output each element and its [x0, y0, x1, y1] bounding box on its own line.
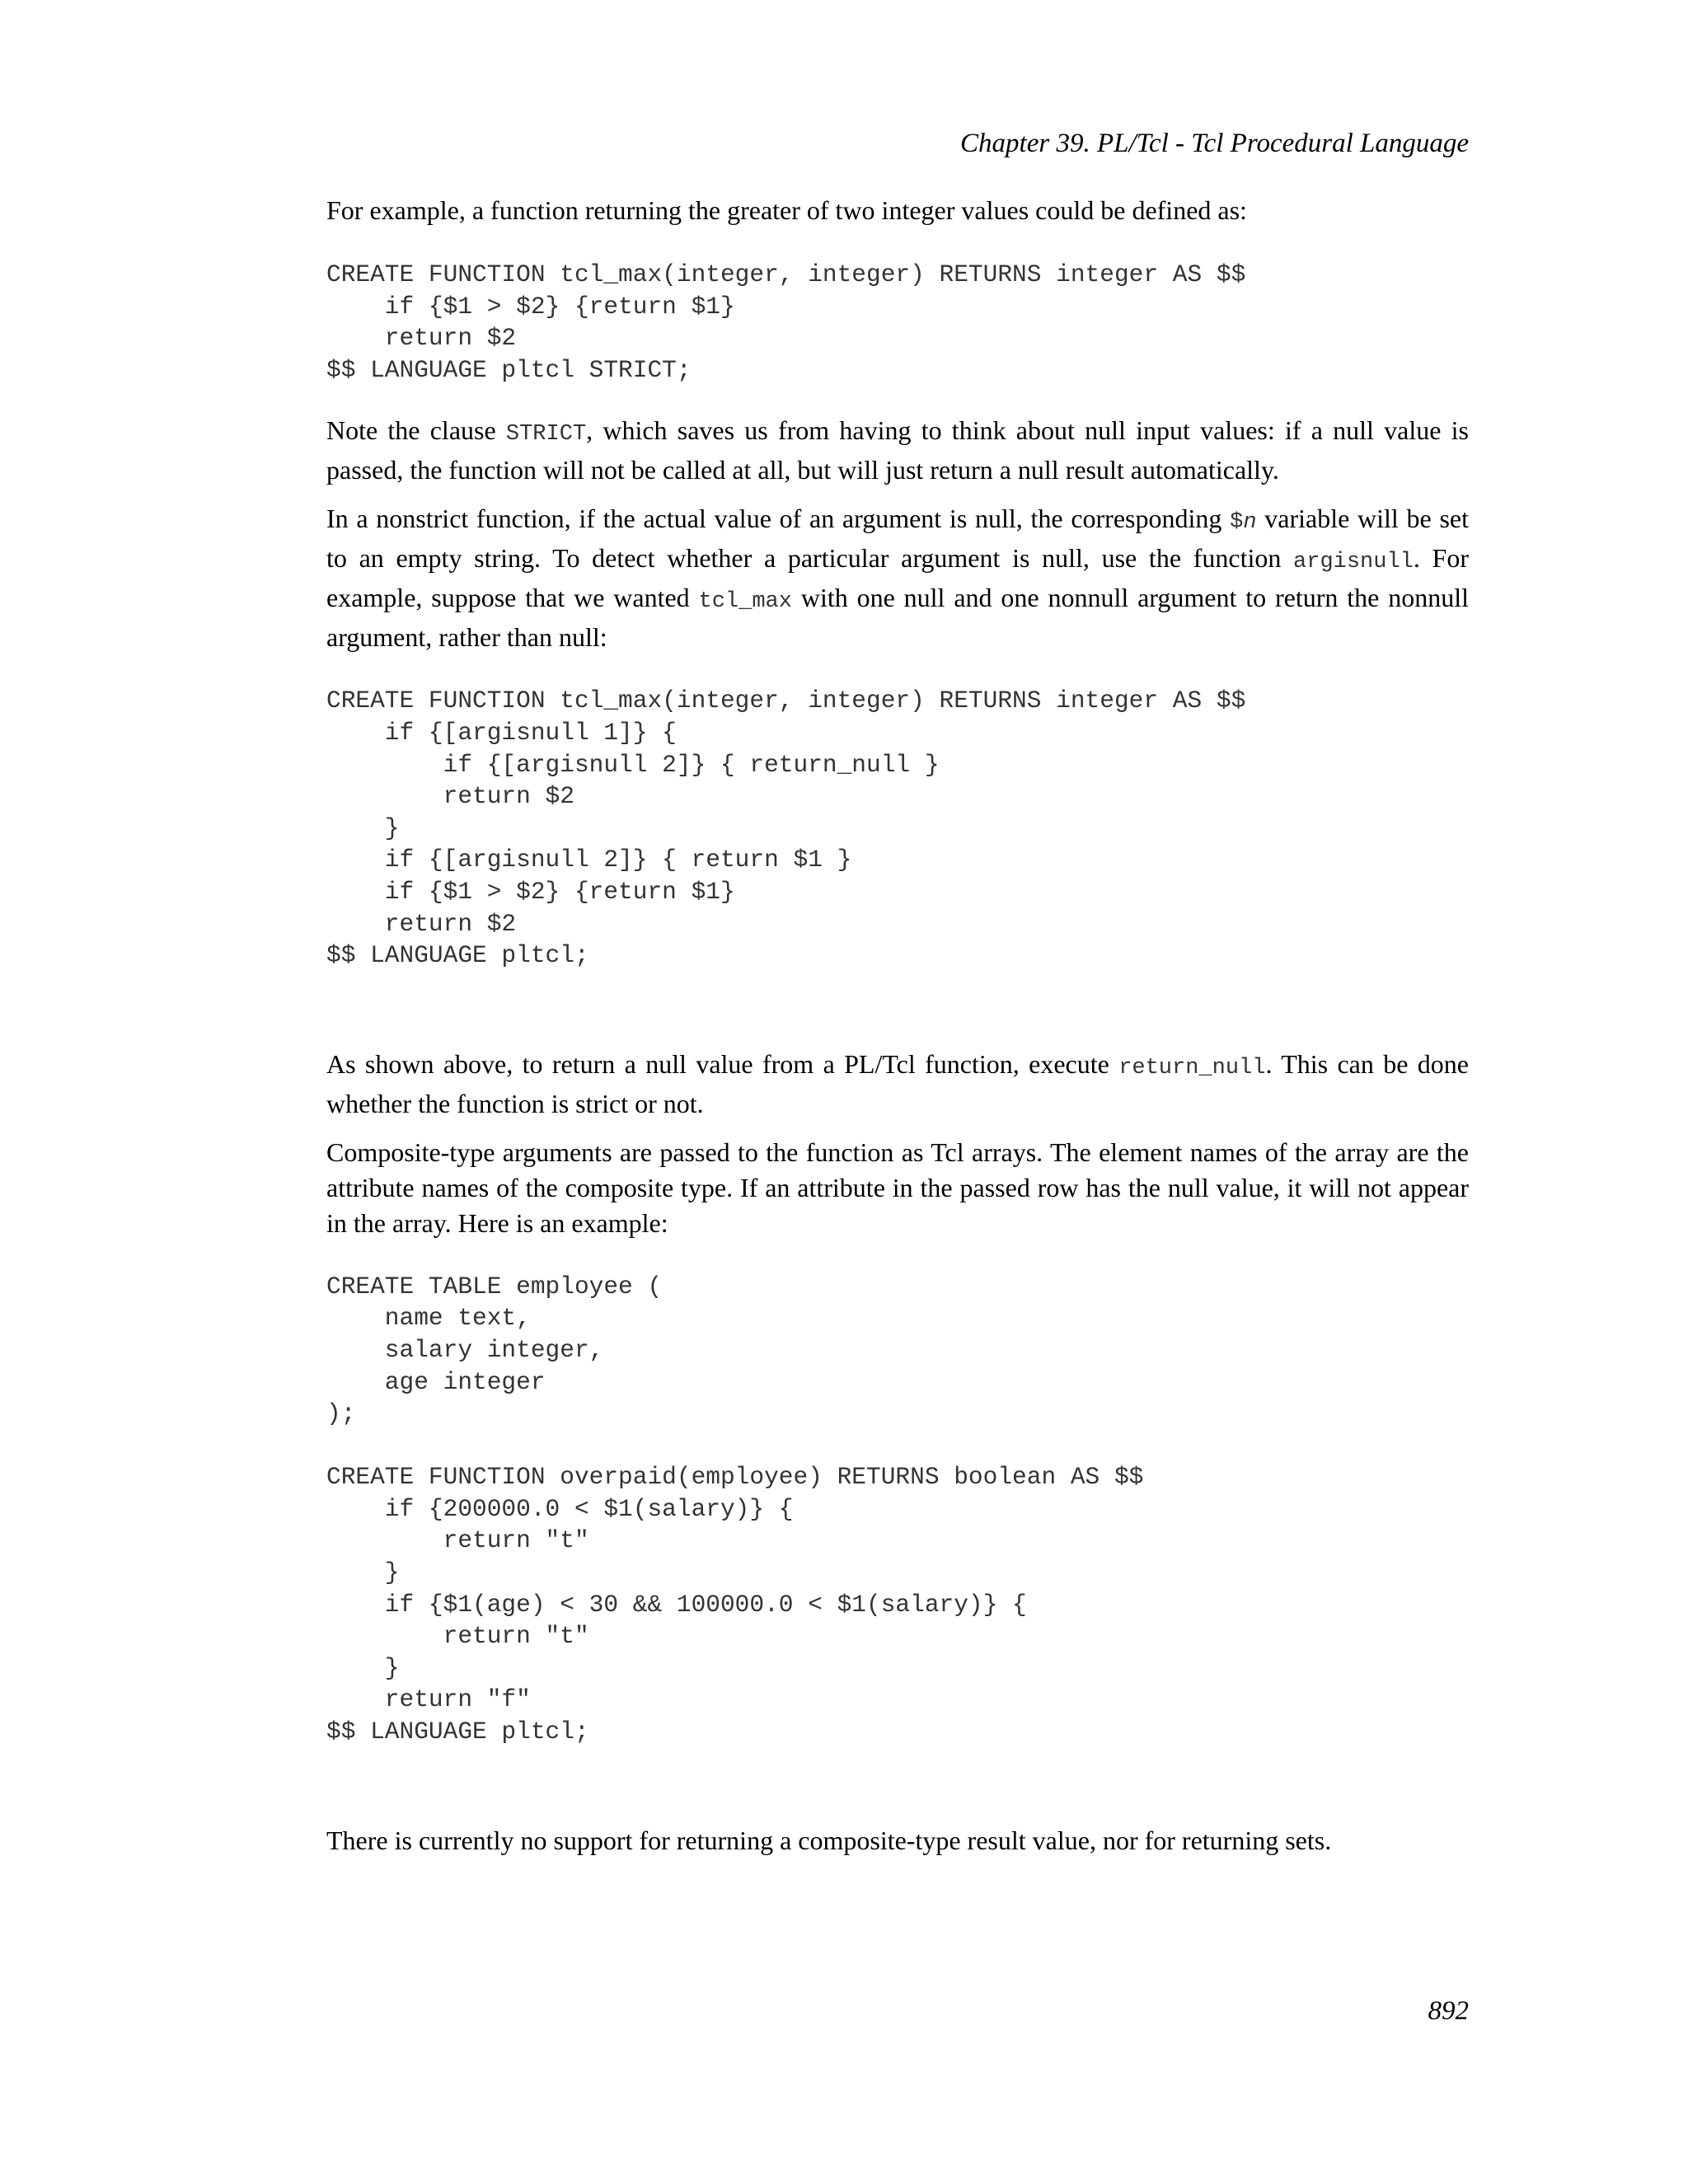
- paragraph-return-null: [326, 1047, 1469, 1122]
- inline-code-tcl-max: tcl_max: [698, 589, 792, 615]
- paragraph-strict-note: [326, 413, 1469, 488]
- paragraph-no-support: There is currently no support for returning a composite-type result value, nor for returning sets.: [326, 1825, 1332, 1855]
- inline-code-argisnull: argisnull: [1293, 550, 1414, 575]
- document-page: [326, 0, 1469, 2184]
- text-span: , which saves us from having to think about null input values: if a null value is passed, the function will not be called at all, but will just return a null result automatically.: [326, 415, 1470, 485]
- paragraph-nonstrict: [326, 501, 1469, 655]
- text-span: Note the clause: [326, 415, 506, 446]
- inline-code-strict: STRICT: [505, 422, 587, 448]
- inline-code-n: n: [1243, 510, 1257, 536]
- text-span: In a nonstrict function, if the actual value of an argument is null, the corresponding: [326, 504, 1231, 534]
- text-span: variable will be set to an empty string. To detect whether a particular argument is null, use the function: [326, 504, 1470, 574]
- inline-code-return-null: return_null: [1118, 1055, 1266, 1080]
- code-block-tcl-max-strict: CREATE FUNCTION tcl_max(integer, integer) RETURNS integer AS $$ if {$1 > $2} {return $1} return $2 $$ LANGUAGE pltcl STRICT;: [326, 260, 1246, 384]
- code-block-tcl-max-nonstrict: CREATE FUNCTION tcl_max(integer, integer) RETURNS integer AS $$ if {[argisnull 1]} { if {[argisnull 2]} { return_null } return $2 } if {[argisnull 2]} { return $1 } if {$1 > $2} {return $1} return $2 $$ LANGUAGE pltcl;: [326, 687, 1246, 970]
- paragraph-composite-args: Composite-type arguments are passed to the function as Tcl arrays. The element names of the array are the attribute names of the composite type. If an attribute in the passed row has the null value, it will not appear in the array. Here is an example:: [326, 1137, 1469, 1238]
- text-span: with one null and one nonnull argument to return the nonnull argument, rather than null:: [326, 583, 1470, 653]
- inline-code-dollar: $: [1230, 510, 1244, 536]
- code-block-employee-overpaid: CREATE TABLE employee ( name text, salary integer, age integer ); CREATE FUNCTION overpaid(employee) RETURNS boolean AS $$ if {200000.0 < $1(salary)} { return "t" } if {$1(age) < 30 && 100000.0 < $1(salary)} { return "t" } return "f" $$ LANGUAGE pltcl;: [326, 1272, 1144, 1746]
- text-span: . For example, suppose that we wanted: [326, 543, 1470, 613]
- text-span: As shown above, to return a null value from a PL/Tcl function, execute: [326, 1048, 1119, 1079]
- page-content: [326, 193, 1469, 1858]
- page-number: 892: [1428, 1996, 1469, 2026]
- text-span: . This can be done whether the function is strict or not.: [326, 1048, 1470, 1118]
- paragraph-intro: For example, a function returning the greater of two integer values could be defined as:: [326, 195, 1247, 225]
- chapter-header: Chapter 39. PL/Tcl - Tcl Procedural Language: [960, 129, 1469, 158]
